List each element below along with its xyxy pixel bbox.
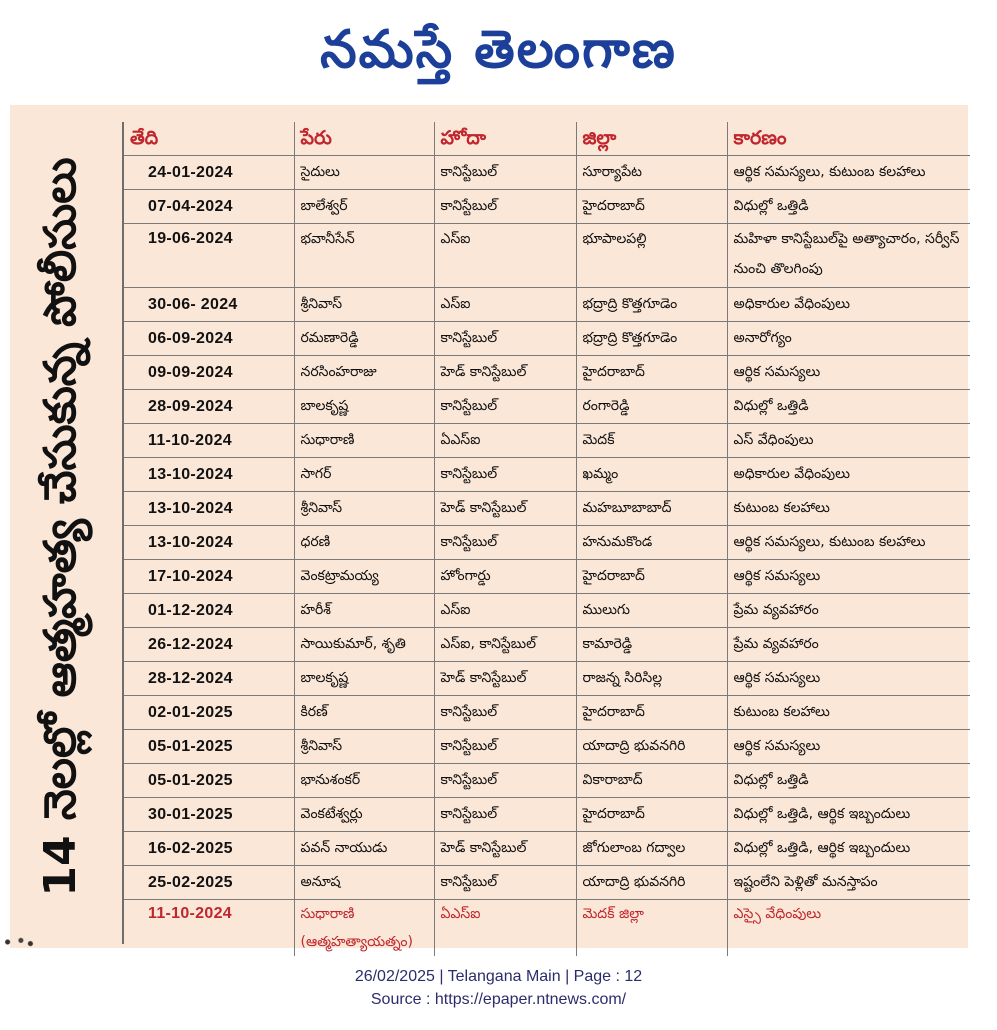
cell-name: బాలేశ్వర్ [294, 190, 434, 224]
cell-rank: హోంగార్డు [434, 560, 576, 594]
cell-rank: కానిస్టేబుల్ [434, 322, 576, 356]
table-row [124, 628, 970, 662]
cell-reason: ప్రేమ వ్యవహారం [727, 628, 970, 662]
cell-rank: కానిస్టేబుల్ [434, 526, 576, 560]
cell-name: కిరణ్ [294, 696, 434, 730]
cell-rank: కానిస్టేబుల్ [434, 190, 576, 224]
table-row [124, 190, 970, 224]
cell-reason: విధుల్లో ఒత్తిడి [727, 390, 970, 424]
cell-date: 28-12-2024 [124, 662, 294, 696]
decorative-stamp [0, 934, 38, 950]
cell-rank: హెడ్ కానిస్టేబుల్ [434, 832, 576, 866]
cell-rank: ఎస్‌ఐ [434, 288, 576, 322]
header-district: జిల్లా [576, 122, 727, 156]
cell-rank: కానిస్టేబుల్ [434, 390, 576, 424]
table-row [124, 322, 970, 356]
cell-district: హైదరాబాద్ [576, 560, 727, 594]
cell-reason: ఆర్థిక సమస్యలు [727, 662, 970, 696]
cell-district: సూర్యాపేట [576, 156, 727, 190]
cell-district: హైదరాబాద్ [576, 696, 727, 730]
cell-name: ధరణి [294, 526, 434, 560]
cell-date: 19-06-2024 [124, 224, 294, 288]
table-row [124, 156, 970, 190]
cell-rank: ఎస్‌ఐ [434, 594, 576, 628]
cell-district: జోగులాంబ గద్వాల [576, 832, 727, 866]
cell-date: 30-06- 2024 [124, 288, 294, 322]
table-row [124, 560, 970, 594]
newspaper-masthead: నమస్తే తెలంగాణ [320, 20, 677, 80]
footer-source: Source : https://epaper.ntnews.com/ [370, 991, 627, 1008]
cell-district: హనుమకొండ [576, 526, 727, 560]
cell-district: హైదరాబాద్ [576, 190, 727, 224]
cell-rank: హెడ్ కానిస్టేబుల్ [434, 356, 576, 390]
table-row [124, 356, 970, 390]
cell-name: సాగర్ [294, 458, 434, 492]
cell-reason: ఎస్ వేధింపులు [727, 424, 970, 458]
cell-name: సుధారాణి [294, 424, 434, 458]
cell-reason: అధికారుల వేధింపులు [727, 288, 970, 322]
footer-edition-info: 26/02/2025 | Telangana Main | Page : 12 [354, 968, 643, 985]
cell-rank: కానిస్టేబుల్ [434, 866, 576, 900]
cell-reason: ప్రేమ వ్యవహారం [727, 594, 970, 628]
cell-district: రంగారెడ్డి [576, 390, 727, 424]
table-row [124, 662, 970, 696]
cell-date: 16-02-2025 [124, 832, 294, 866]
cell-district: భద్రాద్రి కొత్తగూడెం [576, 288, 727, 322]
cell-reason: విధుల్లో ఒత్తిడి [727, 190, 970, 224]
cell-district: హైదరాబాద్ [576, 356, 727, 390]
cell-district: రాజన్న సిరిసిల్ల [576, 662, 727, 696]
cell-district: మెదక్ జిల్లా [576, 900, 727, 957]
cell-date: 30-01-2025 [124, 798, 294, 832]
table-row [124, 458, 970, 492]
cell-district: కామారెడ్డి [576, 628, 727, 662]
table-header-row [124, 122, 970, 156]
table-row [124, 492, 970, 526]
cell-date: 06-09-2024 [124, 322, 294, 356]
highlight-row [124, 900, 970, 957]
cell-reason: విధుల్లో ఒత్తిడి, ఆర్థిక ఇబ్బందులు [727, 798, 970, 832]
vertical-headline [10, 105, 122, 948]
cell-name: రమణారెడ్డి [294, 322, 434, 356]
header-date: తేది [124, 122, 294, 156]
cell-date: 11-10-2024 [124, 900, 294, 957]
cell-date: 13-10-2024 [124, 458, 294, 492]
table-row [124, 224, 970, 288]
cell-date: 07-04-2024 [124, 190, 294, 224]
cell-district: మహబూబాబాద్ [576, 492, 727, 526]
cell-name: శ్రీనివాస్ [294, 730, 434, 764]
cell-date: 01-12-2024 [124, 594, 294, 628]
cell-reason: విధుల్లో ఒత్తిడి, ఆర్థిక ఇబ్బందులు [727, 832, 970, 866]
cell-date: 05-01-2025 [124, 730, 294, 764]
cell-name: వెంకట్రామయ్య [294, 560, 434, 594]
cell-date: 13-10-2024 [124, 492, 294, 526]
cell-name: బాలకృష్ణ [294, 662, 434, 696]
cell-reason: ఆర్థిక సమస్యలు, కుటుంబ కలహాలు [727, 156, 970, 190]
cell-rank: కానిస్టేబుల్ [434, 764, 576, 798]
cell-name: పవన్ నాయుడు [294, 832, 434, 866]
table-body [124, 156, 970, 957]
header-reason: కారణం [727, 122, 970, 156]
cell-date: 05-01-2025 [124, 764, 294, 798]
table-row [124, 764, 970, 798]
cell-district: యాదాద్రి భువనగిరి [576, 866, 727, 900]
cell-rank: కానిస్టేబుల్ [434, 156, 576, 190]
cell-rank: కానిస్టేబుల్ [434, 798, 576, 832]
cell-district: యాదాద్రి భువనగిరి [576, 730, 727, 764]
cell-rank: ఎస్‌ఐ [434, 224, 576, 288]
cell-name: భానుశంకర్ [294, 764, 434, 798]
cell-date: 11-10-2024 [124, 424, 294, 458]
cell-rank: ఏఎస్‌ఐ [434, 900, 576, 957]
cell-name: అనూష [294, 866, 434, 900]
cell-date: 13-10-2024 [124, 526, 294, 560]
cell-reason: విధుల్లో ఒత్తిడి [727, 764, 970, 798]
cell-rank: ఎస్‌ఐ, కానిస్టేబుల్ [434, 628, 576, 662]
table-row [124, 832, 970, 866]
police-suicides-table [124, 122, 970, 956]
cell-rank: హెడ్ కానిస్టేబుల్ [434, 492, 576, 526]
header-rank: హోదా [434, 122, 576, 156]
cell-reason: ఎస్సై వేధింపులు [733, 906, 822, 922]
cell-date: 02-01-2025 [124, 696, 294, 730]
cell-date: 24-01-2024 [124, 156, 294, 190]
table-row [124, 526, 970, 560]
cell-date: 09-09-2024 [124, 356, 294, 390]
table-row [124, 730, 970, 764]
cell-name: హరీశ్ [294, 594, 434, 628]
cell-name: సుధారాణి (ఆత్మహత్యాయత్నం) [294, 900, 434, 957]
table-row [124, 696, 970, 730]
cell-date: 28-09-2024 [124, 390, 294, 424]
cell-reason: ఆర్థిక సమస్యలు [727, 356, 970, 390]
table-row [124, 288, 970, 322]
cell-rank: ఏఎస్‌ఐ [434, 424, 576, 458]
cell-rank: కానిస్టేబుల్ [434, 696, 576, 730]
table-row [124, 424, 970, 458]
cell-name: సాయికుమార్, శృతి [294, 628, 434, 662]
cell-reason: అధికారుల వేధింపులు [727, 458, 970, 492]
headline-text: 14 నెలల్లో ఆత్మహత్య చేసుకున్న పోలీసులు [35, 156, 86, 897]
cell-date: 25-02-2025 [124, 866, 294, 900]
table-row [124, 594, 970, 628]
cell-date: 26-12-2024 [124, 628, 294, 662]
table-row [124, 798, 970, 832]
cell-district: ఖమ్మం [576, 458, 727, 492]
cell-district: వికారాబాద్ [576, 764, 727, 798]
cell-name: నరసింహరాజు [294, 356, 434, 390]
cell-rank: కానిస్టేబుల్ [434, 458, 576, 492]
cell-reason: కుటుంబ కలహాలు [727, 696, 970, 730]
cell-reason: ఆర్థిక సమస్యలు, కుటుంబ కలహాలు [727, 526, 970, 560]
suicides-table-container [122, 122, 970, 950]
cell-date: 17-10-2024 [124, 560, 294, 594]
table-row [124, 866, 970, 900]
cell-district: హైదరాబాద్ [576, 798, 727, 832]
cell-name: సైదులు [294, 156, 434, 190]
cell-name: వెంకటేశ్వర్లు [294, 798, 434, 832]
cell-district: మెదక్ [576, 424, 727, 458]
cell-reason: ఆర్థిక సమస్యలు [727, 730, 970, 764]
cell-reason: అనారోగ్యం [727, 322, 970, 356]
cell-rank: కానిస్టేబుల్ [434, 730, 576, 764]
cell-reason: ఇష్టంలేని పెళ్లితో మనస్తాపం [727, 866, 970, 900]
cell-name: భవానీసేన్ [294, 224, 434, 288]
cell-name: శ్రీనివాస్ [294, 288, 434, 322]
cell-reason: మహిళా కానిస్టేబుల్‌పై అత్యాచారం, సర్వీస్ నుంచి తొలగింపు [727, 224, 970, 288]
cell-reason: ఆర్థిక సమస్యలు [727, 560, 970, 594]
cell-reason: కుటుంబ కలహాలు [727, 492, 970, 526]
header-name: పేరు [294, 122, 434, 156]
table-row [124, 390, 970, 424]
cell-district: భద్రాద్రి కొత్తగూడెం [576, 322, 727, 356]
cell-name: బాలకృష్ణ [294, 390, 434, 424]
cell-district: ములుగు [576, 594, 727, 628]
cell-district: భూపాలపల్లి [576, 224, 727, 288]
cell-rank: హెడ్ కానిస్టేబుల్ [434, 662, 576, 696]
cell-name: శ్రీనివాస్ [294, 492, 434, 526]
